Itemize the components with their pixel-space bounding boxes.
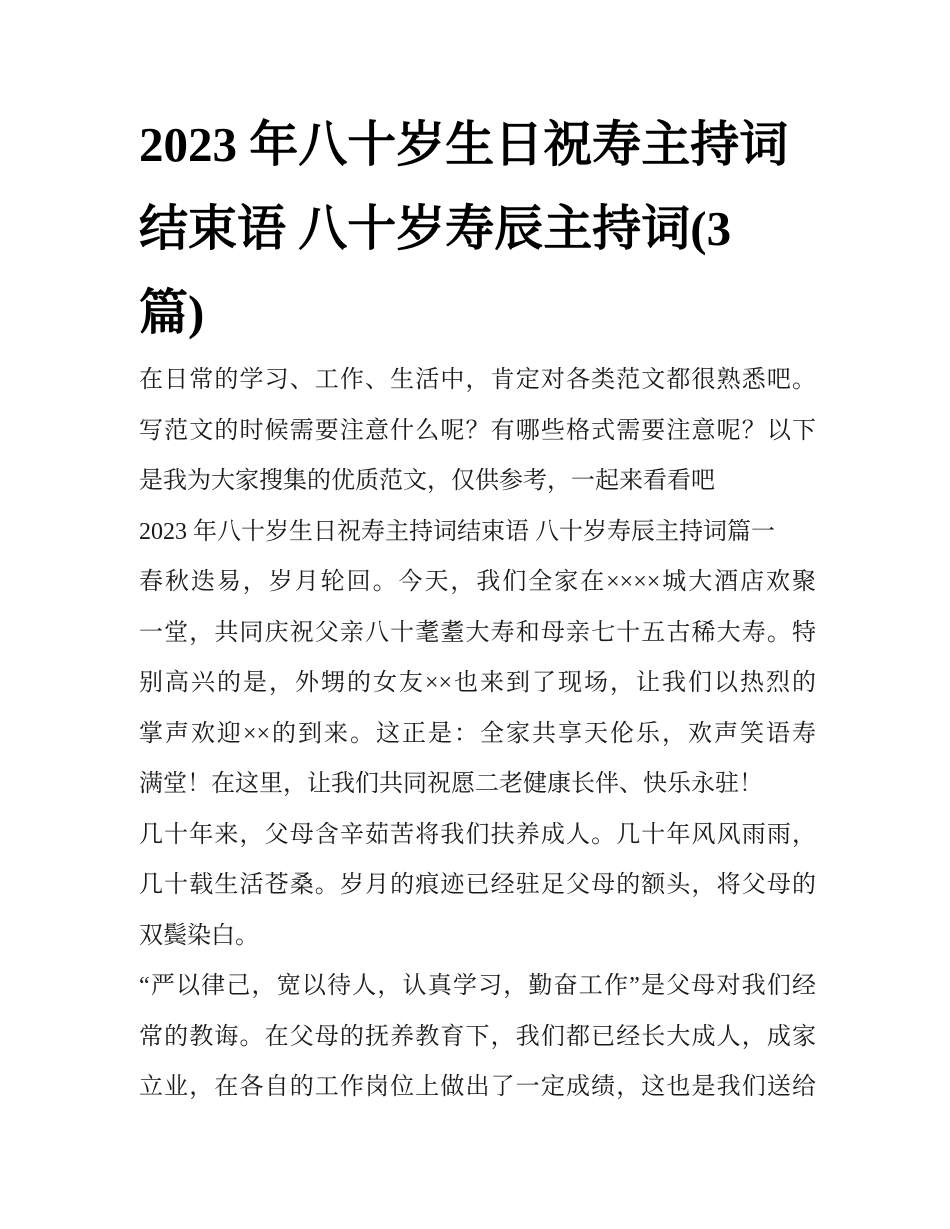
document-title	[139, 103, 816, 355]
title-line: 结束语 八十岁寿辰主持词(3	[139, 201, 732, 256]
text-line: 掌声欢迎××的到来。这正是：全家共享天伦乐，欢声笑语寿	[139, 720, 816, 747]
paragraph-section-heading	[139, 507, 816, 558]
text-line: 2023 年八十岁生日祝寿主持词结束语 八十岁寿辰主持词篇一	[139, 518, 775, 545]
paragraph-parents-hardship	[139, 810, 816, 962]
text-line: 在日常的学习、工作、生活中，肯定对各类范文都很熟悉吧。	[139, 367, 816, 393]
text-line: 立业，在各自的工作岗位上做出了一定成绩，这也是我们送给	[139, 1074, 816, 1100]
paragraph-intro	[139, 355, 816, 507]
text-line: 一堂，共同庆祝父亲八十耄耋大寿和母亲七十五古稀大寿。特	[139, 619, 816, 646]
paragraph-parents-teaching	[139, 961, 816, 1113]
title-line: 篇)	[139, 285, 205, 340]
text-line: 写范文的时候需要注意什么呢？有哪些格式需要注意呢？以下	[139, 417, 816, 444]
text-line: 是我为大家搜集的优质范文，仅供参考，一起来看看吧	[139, 468, 715, 494]
text-line: 常的教诲。在父母的抚养教育下，我们都已经长大成人，成家	[139, 1023, 816, 1050]
paragraph-opening	[139, 557, 816, 810]
text-line: “严以律己，宽以待人，认真学习，勤奋工作”是父母对我们经	[139, 973, 816, 999]
text-line: 满堂！在这里，让我们共同祝愿二老健康长伴、快乐永驻！	[139, 771, 763, 797]
text-line: 别高兴的是，外甥的女友××也来到了现场，让我们以热烈的	[139, 670, 816, 696]
text-line: 双鬓染白。	[139, 922, 259, 949]
document-body	[139, 355, 816, 1113]
title-line: 2023 年八十岁生日祝寿主持词	[139, 117, 789, 172]
text-line: 几十载生活苍桑。岁月的痕迹已经驻足父母的额头，将父母的	[139, 872, 816, 898]
text-line: 春秋迭易，岁月轮回。今天，我们全家在××××城大酒店欢聚	[139, 569, 816, 595]
text-line: 几十年来，父母含辛茹苦将我们扶养成人。几十年风风雨雨，	[139, 821, 816, 848]
